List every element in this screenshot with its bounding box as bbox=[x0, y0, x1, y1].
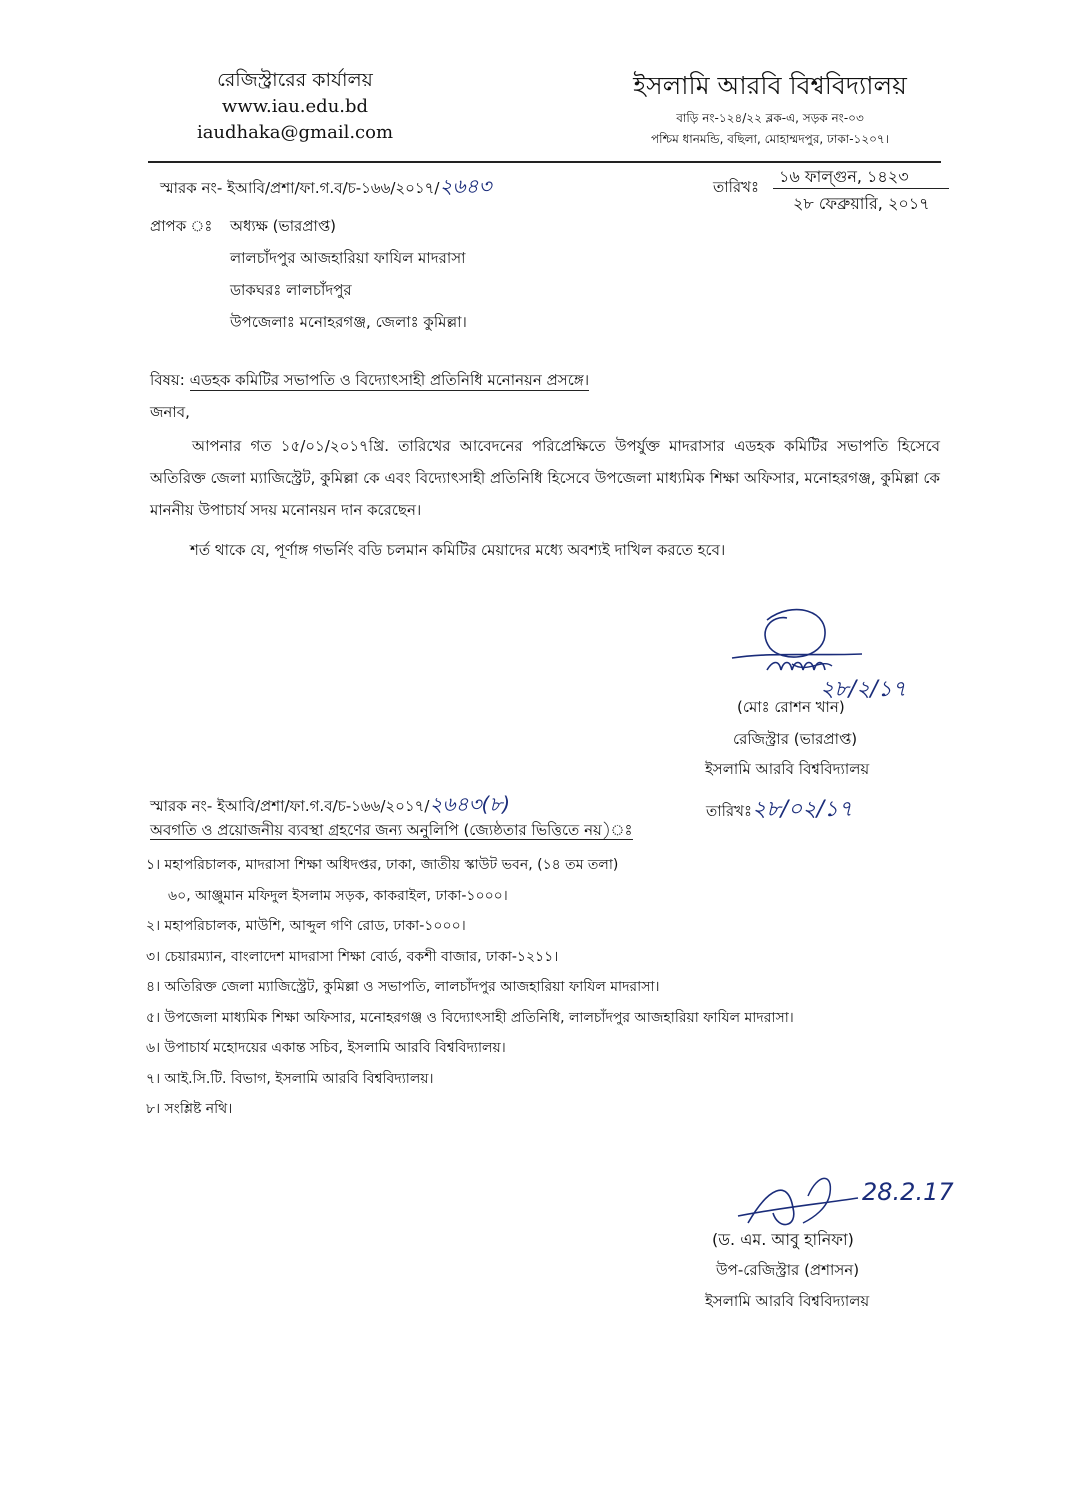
list-item: ৩। চেয়ারম্যান, বাংলাদেশ মাদরাসা শিক্ষা বোর্ড, বকশী বাজার, ঢাকা-১২১১। bbox=[146, 948, 559, 965]
memo-number bbox=[160, 172, 491, 205]
deputy-registrar-name: (ড. এম. আবু হানিফা) bbox=[712, 1230, 854, 1249]
copies-list bbox=[146, 850, 794, 1125]
date-label: তারিখঃ bbox=[713, 178, 759, 196]
list-item: ৮। সংশ্লিষ্ট নথি। bbox=[146, 1101, 233, 1117]
date-fraction-line bbox=[773, 188, 949, 189]
signature-registrar-date: ২৮/২/১৭ bbox=[820, 677, 907, 702]
address-line-2: পশ্চিম ধানমন্ডি, বছিলা, মোহাম্মদপুর, ঢাকা-১২০৭। bbox=[650, 132, 890, 146]
memo2-date bbox=[706, 792, 853, 829]
header-divider bbox=[148, 161, 941, 163]
recipient-line-1: অধ্যক্ষ (ভারপ্রাপ্ত) bbox=[230, 217, 337, 235]
subject-text: এডহক কমিটির সভাপতি ও বিদ্যোৎসাহী প্রতিনিধি মনোনয়ন প্রসঙ্গে। bbox=[189, 371, 590, 389]
registrar-org: ইসলামি আরবি বিশ্ববিদ্যালয় bbox=[705, 760, 870, 778]
memo2-number-prefix: স্মারক নং- ইআবি/প্রশা/ফা.গ.ব/চ-১৬৬/২০১৭/ bbox=[150, 797, 430, 815]
subject-label: বিষয়: bbox=[150, 371, 185, 389]
website: www.iau.edu.bd bbox=[221, 96, 369, 117]
address-line-1: বাড়ি নং-১২৪/২২ ব্লক-এ, সড়ক নং-০৩ bbox=[676, 111, 864, 125]
list-item: ১। মহাপরিচালক, মাদরাসা শিক্ষা অধিদপ্তর, ঢাকা, জাতীয় স্কাউট ভবন, (১৪ তম তলা) bbox=[146, 857, 619, 873]
subject-line bbox=[150, 369, 589, 394]
office-name: রেজিস্ট্রারের কার্যালয় bbox=[217, 69, 373, 91]
registrar-name: (মোঃ রোশন খান) bbox=[737, 698, 845, 716]
list-item: ৬০, আঞ্জুমান মফিদুল ইসলাম সড়ক, কাকরাইল, ঢাকা-১০০০। bbox=[168, 887, 508, 904]
list-item: ৫। উপজেলা মাধ্যমিক শিক্ষা অফিসার, মনোহরগঞ্জ ও বিদ্যোৎসাহী প্রতিনিধি, লালচাঁদপুর আজহারিয়া ফাযিল মাদরাসা। bbox=[146, 1009, 794, 1026]
condition-paragraph: শর্ত থাকে যে, পূর্ণাঙ্গ গভর্নিং বডি চলমান কমিটির মেয়াদের মধ্যে অবশ্যই দাখিল করতে হবে। bbox=[190, 541, 726, 559]
deputy-registrar-title: উপ-রেজিস্ট্রার (প্রশাসন) bbox=[716, 1261, 860, 1279]
date-english: ২৮ ফেব্রুয়ারি, ২০১৭ bbox=[793, 194, 930, 213]
list-item: ৪। অতিরিক্ত জেলা ম্যাজিস্ট্রেট, কুমিল্লা ও সভাপতি, লালচাঁদপুর আজহারিয়া ফাযিল মাদরাসা। bbox=[146, 979, 660, 995]
date-bangla: ১৬ ফাল্গুন, ১৪২৩ bbox=[779, 167, 909, 186]
greeting: জনাব, bbox=[150, 403, 190, 421]
list-item: ৬। উপাচার্য মহোদয়ের একান্ত সচিব, ইসলামি আরবি বিশ্ববিদ্যালয়। bbox=[146, 1040, 506, 1056]
memo-number-handwritten: ২৬৪৩ bbox=[439, 174, 492, 198]
recipient-label: প্রাপক ঃ bbox=[150, 217, 213, 235]
office-block bbox=[160, 66, 430, 146]
list-item: ২। মহাপরিচালক, মাউশি, আব্দুল গণি রোড, ঢাকা-১০০০। bbox=[146, 918, 466, 934]
memo2-date-handwritten: ২৮/০২/১৭ bbox=[752, 797, 853, 822]
recipient-line-2: লালচাঁদপুর আজহারিয়া ফাযিল মাদরাসা bbox=[230, 249, 466, 267]
registrar-title: রেজিস্ট্রার (ভারপ্রাপ্ত) bbox=[733, 730, 858, 748]
university-block bbox=[595, 64, 945, 150]
signature-deputy-date: 28.2.17 bbox=[862, 1178, 954, 1206]
recipient-line-3: ডাকঘরঃ লালচাঁদপুর bbox=[230, 281, 352, 299]
university-name: ইসলামি আরবি বিশ্ববিদ্যালয় bbox=[633, 71, 907, 100]
copies-heading: অবগতি ও প্রয়োজনীয় ব্যবস্থা গ্রহণের জন্য অনুলিপি (জ্যেষ্ঠতার ভিত্তিতে নয়)ঃ bbox=[150, 821, 633, 839]
memo2-date-label: তারিখঃ bbox=[706, 802, 752, 820]
recipient-line-4: উপজেলাঃ মনোহরগঞ্জ, জেলাঃ কুমিল্লা। bbox=[230, 313, 467, 331]
list-item: ৭। আই.সি.টি. বিভাগ, ইসলামি আরবি বিশ্ববিদ্যালয়। bbox=[146, 1070, 434, 1087]
memo-number-prefix: স্মারক নং- ইআবি/প্রশা/ফা.গ.ব/চ-১৬৬/২০১৭/ bbox=[160, 179, 440, 197]
email: iaudhaka@gmail.com bbox=[196, 122, 394, 143]
body-paragraph: আপনার গত ১৫/০১/২০১৭খ্রি. তারিখের আবেদনের পরিপ্রেক্ষিতে উপর্যুক্ত মাদরাসার এডহক কমিটির সভাপতি হিসেবে অতিরিক্ত জেলা ম্যাজিস্ট্রেট, কুমিল্লা কে এবং বিদ্যোৎসাহী প্রতিনিধি হিসেবে উপজেলা মাধ্যমিক শিক্ষা অফিসার, মনোহরগঞ্জ, কুমিল্লা কে মাননীয় উপাচার্য সদয় মনোনয়ন দান করেছেন। bbox=[150, 437, 940, 519]
memo2-number-handwritten: ২৬৪৩(৮) bbox=[429, 792, 511, 816]
deputy-registrar-org: ইসলামি আরবি বিশ্ববিদ্যালয় bbox=[705, 1292, 870, 1310]
